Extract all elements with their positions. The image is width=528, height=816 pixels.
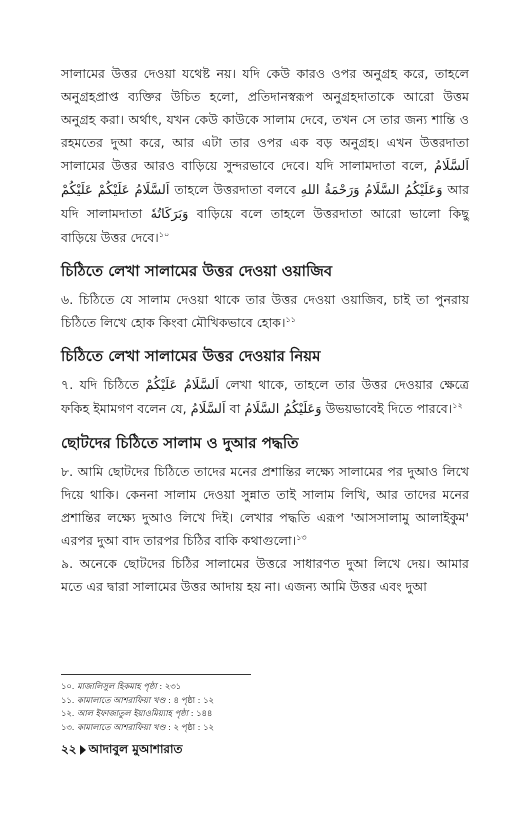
footnote-item <box>61 707 469 721</box>
footnote-ref[interactable]: ১২ <box>452 400 463 410</box>
paragraph-text: বা <box>229 401 241 416</box>
footnote-number: ১২. <box>61 708 75 719</box>
paragraph-9 <box>61 552 469 598</box>
section-heading-children: ছোটদের চিঠিতে সালাম ও দুআর পদ্ধতি <box>61 434 299 452</box>
triangle-icon <box>80 745 86 755</box>
book-title: আদাবুল মুআশারাত <box>88 742 183 756</box>
paragraph-text: উভয়ভাবেই দিতে পারবে। <box>325 401 453 416</box>
footnote-number: ১১. <box>61 694 75 705</box>
paragraph-text: ৯. অনেকে ছোটদের চিঠির সালামের উত্তরে সাধারণত দুআ লিখে দেয়। আমার মতে এর দ্বারা সালামের উত্তর আদায় হয় না। এজন্য আমি উত্তর এবং দুআ <box>61 556 469 594</box>
section-heading-wajib: চিঠিতে লেখা সালামের উত্তর দেওয়া ওয়াজিব <box>61 262 333 280</box>
paragraph-intro <box>61 62 469 249</box>
page-footer <box>61 741 183 761</box>
footnote-item <box>61 694 469 708</box>
paragraph-7 <box>61 373 469 421</box>
footnote-source: মাজালিসুল হিকমাহ পৃষ্ঠা <box>77 681 157 691</box>
footnote-ref[interactable]: ১৩ <box>296 532 307 542</box>
paragraph-text: ৬. চিঠিতে যে সালাম দেওয়া থাকে তার উত্তর দেওয়া ওয়াজিব, চাই তা পুনরায় চিঠিতে লিখে হোক কিংবা মৌখিকভাবে হোক। <box>61 292 469 330</box>
paragraph-text: আর যদি সালামদাতা <box>61 182 470 221</box>
footnote-page: : ১৪৪ <box>190 708 213 719</box>
footnote-number: ১০. <box>61 681 75 691</box>
page-number: ২২ <box>61 742 77 756</box>
footnote-source: কামালাতে আশরাফিয়া খণ্ড <box>77 694 166 705</box>
arabic-reply: وَعَلَيْكُمُ السَّلَامُ وَرَحْمَةُ اللهِ <box>300 183 443 198</box>
arabic-salam: اَلسَّلَامُ <box>190 402 226 417</box>
arabic-greeting: اَلسَّلَامُ عَلَيْكُمْ <box>97 183 170 198</box>
footnote-source: কামালাতে আশরাফিয়া খণ্ড <box>77 721 166 732</box>
arabic-salam: اَلسَّلَامُ عَلَيْكُمْ <box>61 159 469 198</box>
paragraph-6 <box>61 288 469 334</box>
page-body <box>61 62 469 598</box>
footnote-number: ১৩. <box>61 721 75 732</box>
paragraph-text: তাহলে উত্তরদাতা বলবে <box>174 182 296 197</box>
footnote-divider <box>61 674 251 675</box>
paragraph-text: বাড়িয়ে বলে তাহলে উত্তরদাতা আরো ভালো কিছু বাড়িয়ে উত্তর দেবে। <box>61 206 469 245</box>
footnote-ref[interactable]: ১১ <box>285 314 296 324</box>
footnote-ref[interactable]: ১০ <box>158 229 170 239</box>
footnote-item <box>61 721 469 735</box>
paragraph-text: সালামের উত্তর দেওয়া যথেষ্ট নয়। যদি কেউ কারও ওপর অনুগ্রহ করে, তাহলে অনুগ্রহপ্রাপ্ত ব্যক্তির উচিত হলো, প্রতিদানস্বরূপ অনুগ্রহদাতাকে আরো উত্তম অনুগ্রহ করা। অর্থাৎ, যখন কেউ কাউকে সালাম দেবে, তখন সে তার জন্য শান্তি ও রহমতের দুআ করে, আর এটা তার ওপর এক বড় অনুগ্রহ। এখন উত্তরদাতা সালামের উত্তর আরও বাড়িয়ে সুন্দরভাবে দেবে। যদি সালামদাতা বলে, <box>61 66 469 173</box>
footnote-page: : ২ পৃষ্ঠা : ১২ <box>168 721 214 732</box>
arabic-reply: وَعَلَيْكُمُ السَّلَامُ <box>244 402 322 417</box>
paragraph-text: লেখা থাকে, তাহলে তার উত্তর দেওয়ার ক্ষেত্রে ফকিহ ইমামগণ বলেন যে, <box>61 377 469 416</box>
arabic-barakatuh: وَبَرَكَاتُهٗ <box>150 207 189 222</box>
arabic-greeting: اَلسَّلَامُ عَلَيْكُمْ <box>145 378 219 393</box>
paragraph-text: ৭. যদি চিঠিতে <box>61 377 139 392</box>
section-heading-rule: চিঠিতে লেখা সালামের উত্তর দেওয়ার নিয়ম <box>61 347 321 365</box>
paragraph-8 <box>61 460 469 552</box>
footnote-page: : ২৩১ <box>159 681 181 691</box>
footnote-page: : ৪ পৃষ্ঠা : ১২ <box>168 694 214 705</box>
footnotes <box>61 680 469 734</box>
footnote-item <box>61 680 469 694</box>
paragraph-text: ৮. আমি ছোটদের চিঠিতে তাদের মনের প্রশান্তির লক্ষ্যে সালামের পর দুআও লিখে দিয়ে থাকি। কেননা সালাম দেওয়া সুন্নাত তাই সালাম লিখি, আর তাদের মনের প্রশান্তির লক্ষ্যে দুআও লিখে দিই। লেখার পদ্ধতি এরূপ 'আসসালামু আলাইকুম' এরপর দুআ বাদ তারপর চিঠির বাকি কথাগুলো। <box>61 464 469 548</box>
footnote-source: আল ইফাজাতুল ইয়াওমিয়্যাহ পৃষ্ঠা <box>77 708 189 719</box>
